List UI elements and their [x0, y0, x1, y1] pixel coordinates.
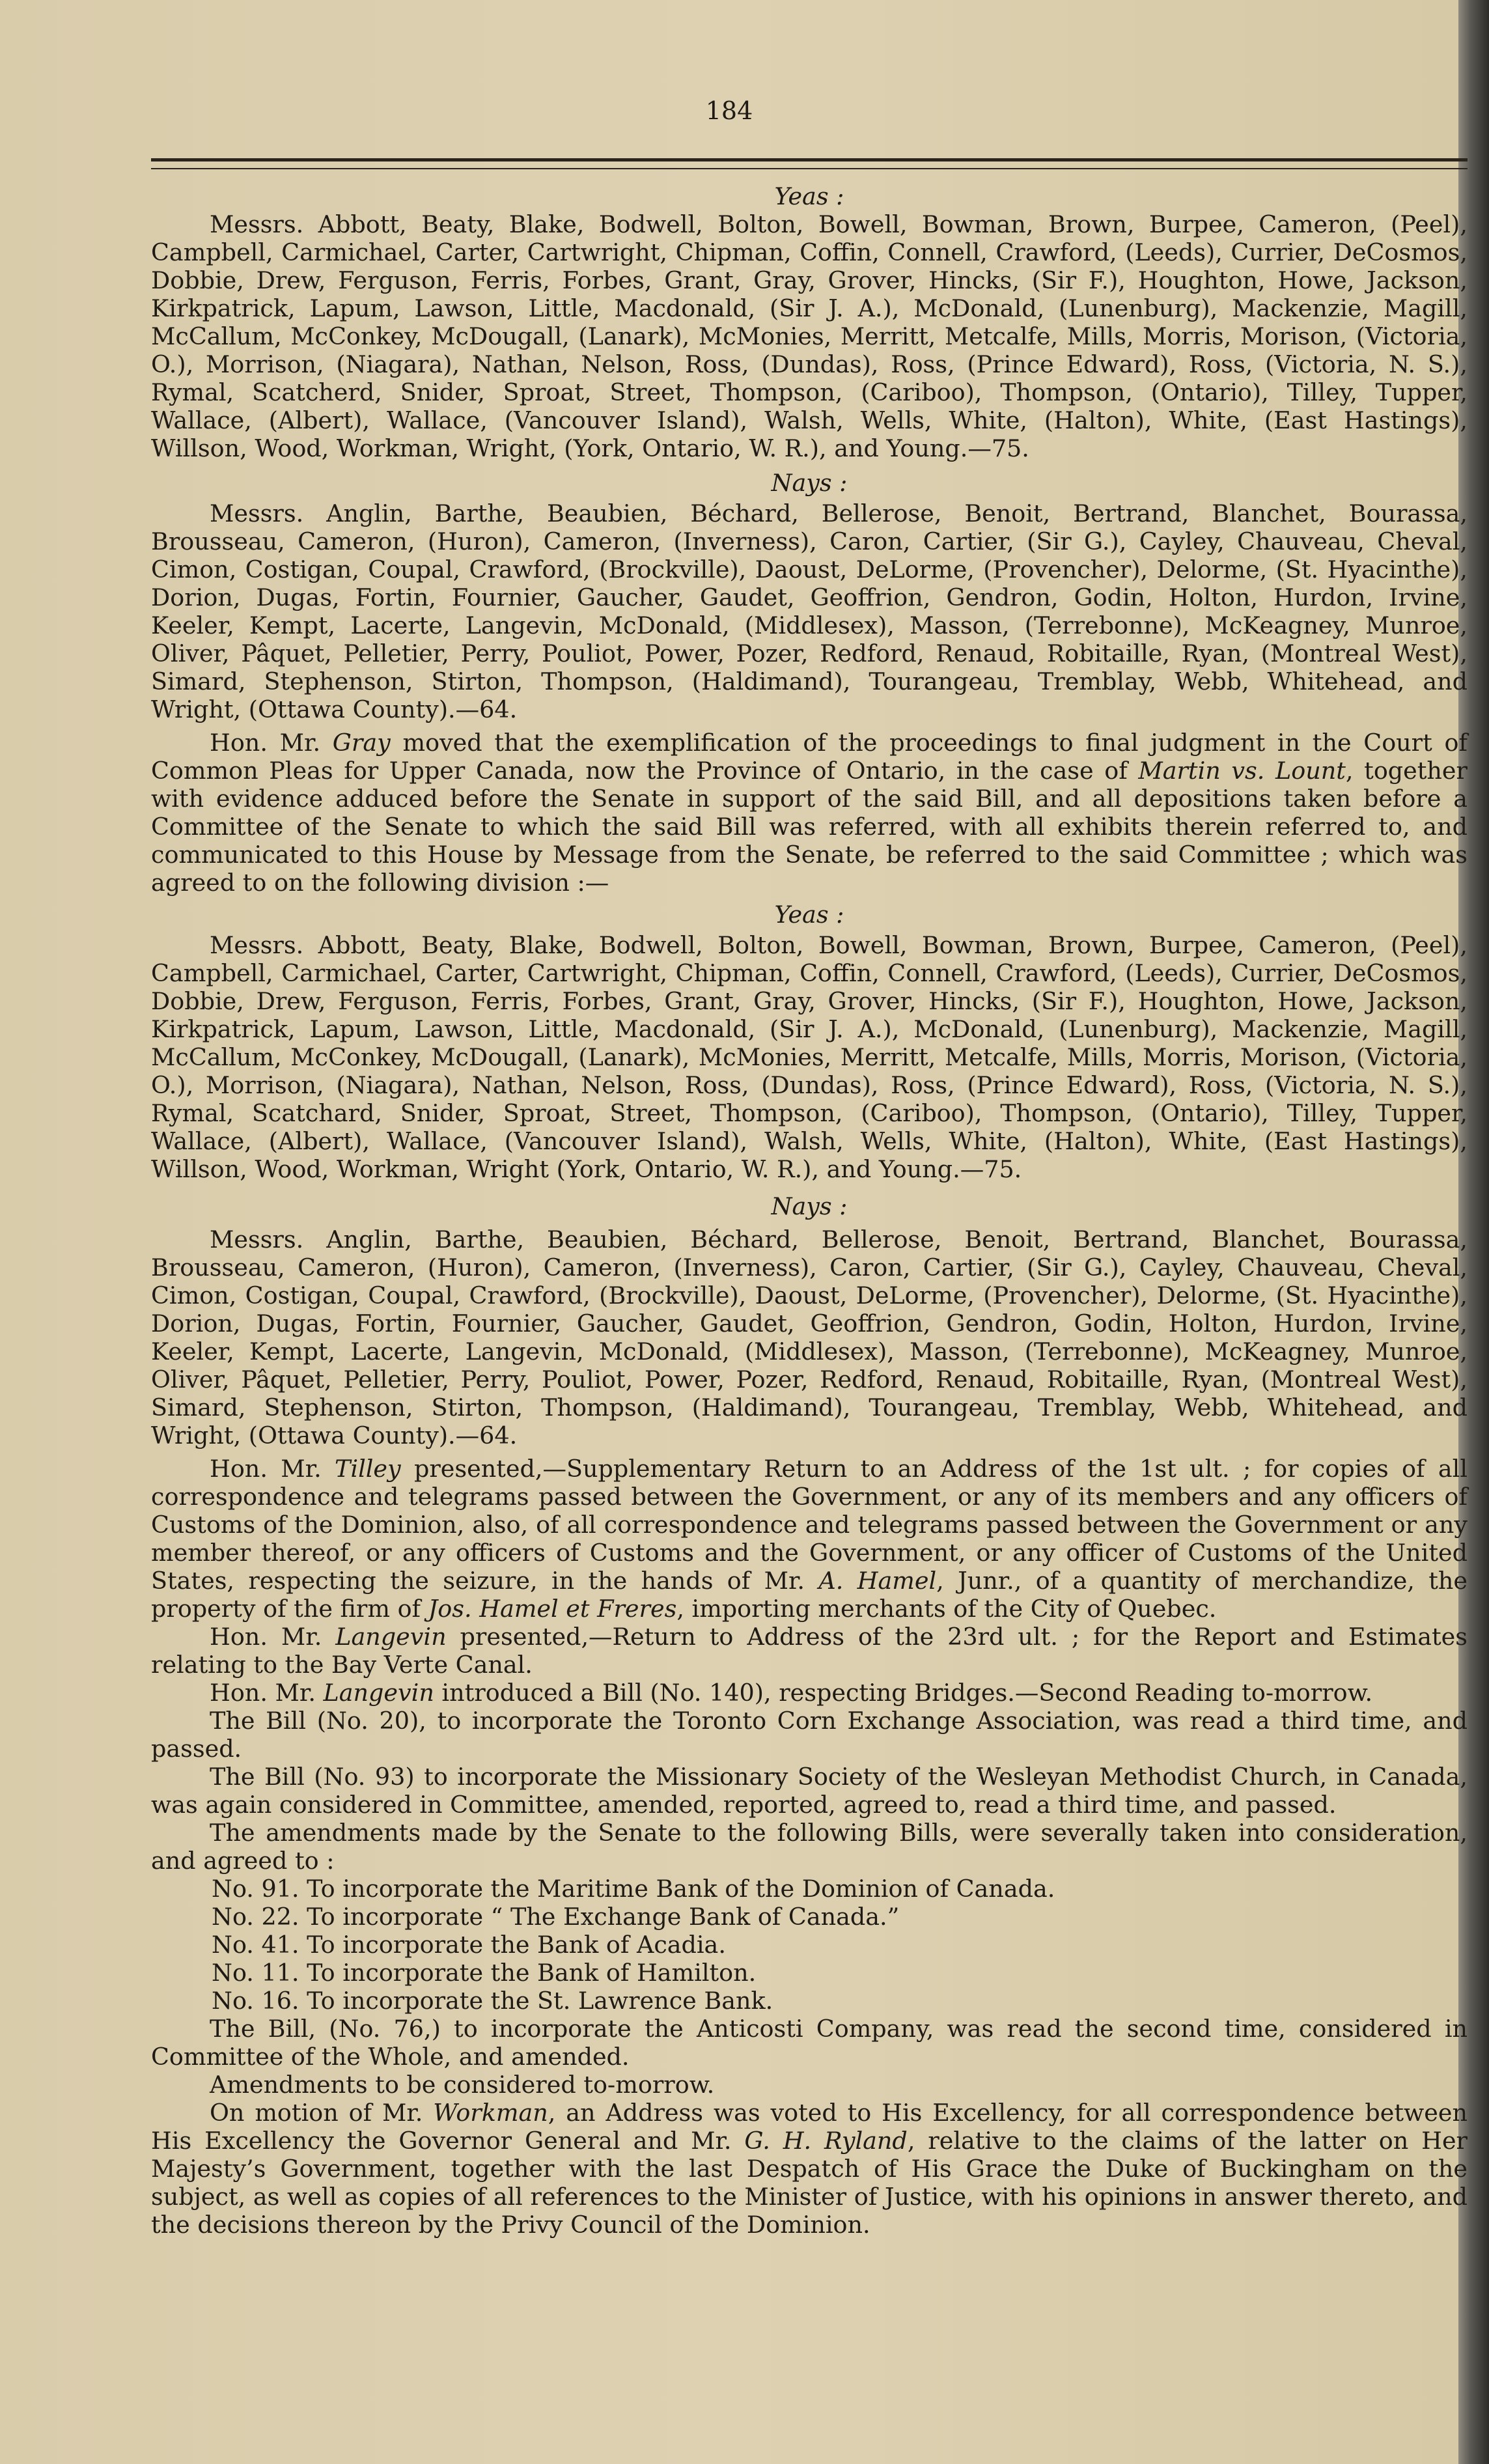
page-body: [151, 182, 1468, 2239]
langevin-text-1: presented,—Return to Address of the 23rd ult. ; for the Report and Estimates relating to the Bay Verte Canal.: [151, 1623, 1468, 1679]
amended-bill-item: No. 91. To incorporate the Maritime Bank of the Dominion of Canada.: [212, 1875, 1055, 1903]
langevin-name-1: Langevin: [335, 1623, 447, 1651]
gray-motion-paragraph: [151, 729, 1468, 897]
workman-prefix: On motion of Mr.: [210, 2099, 434, 2127]
yeas-heading-2: Yeas :: [774, 901, 844, 929]
yeas-heading-1: Yeas :: [774, 182, 844, 210]
gray-case: Martin vs. Lount: [1138, 757, 1346, 785]
tilley-text-3: , importing merchants of the City of Quebec.: [676, 1595, 1217, 1623]
tilley-firm: Jos. Hamel et Freres: [428, 1595, 677, 1623]
bill-93-paragraph: The Bill (No. 93) to incorporate the Missionary Society of the Wesleyan Methodist Church, in Canada, was again considered in Committee, amended, reported, agreed to, read a third time, and passed.: [151, 1763, 1468, 1819]
langevin-name-2: Langevin: [323, 1679, 434, 1707]
workman-person: G. H. Ryland: [744, 2127, 908, 2155]
yeas-list-1: Messrs. Abbott, Beaty, Blake, Bodwell, Bolton, Bowell, Bowman, Brown, Burpee, Cameron, (Peel), Campbell, Carmichael, Carter, Cartwright, Chipman, Coffin, Connell, Crawford, (Leeds), Currier, DeCosmos, Dobbie, Drew, Ferguson, Ferris, Forbes, Grant, Gray, Grover, Hincks, (Sir F.), Houghton, Howe, Jackson, Kirkpatrick, Lapum, Lawson, Little, Macdonald, (Sir J. A.), McDonald, (Lunenburg), Mackenzie, Magill, McCallum, McConkey, McDougall, (Lanark), McMonies, Merritt, Metcalfe, Mills, Morris, Morison, (Victoria, O.), Morrison, (Niagara), Nathan, Nelson, Ross, (Dundas), Ross, (Prince Edward), Ross, (Victoria, N. S.), Rymal, Scatcherd, Snider, Sproat, Street, Thompson, (Cariboo), Thompson, (Ontario), Tilley, Tupper, Wallace, (Albert), Wallace, (Vancouver Island), Walsh, Wells, White, (Halton), White, (East Hastings), Willson, Wood, Workman, Wright, (York, Ontario, W. R.), and Young.—75.: [151, 210, 1468, 462]
tilley-name: Tilley: [335, 1455, 401, 1483]
tilley-paragraph: [151, 1455, 1468, 1623]
amended-bill-item: No. 16. To incorporate the St. Lawrence Bank.: [212, 1987, 773, 2015]
nays-list-1: Messrs. Anglin, Barthe, Beaubien, Béchard, Bellerose, Benoit, Bertrand, Blanchet, Bourassa, Brousseau, Cameron, (Huron), Cameron, (Inverness), Caron, Cartier, (Sir G.), Cayley, Chauveau, Cheval, Cimon, Costigan, Coupal, Crawford, (Brockville), Daoust, DeLorme, (Provencher), Delorme, (St. Hyacinthe), Dorion, Dugas, Fortin, Fournier, Gaucher, Gaudet, Geoffrion, Gendron, Godin, Holton, Hurdon, Irvine, Keeler, Kempt, Lacerte, Langevin, McDonald, (Middlesex), Masson, (Terrebonne), McKeagney, Munroe, Oliver, Pâquet, Pelletier, Perry, Pouliot, Power, Pozer, Redford, Renaud, Robitaille, Ryan, (Montreal West), Simard, Stephenson, Stirton, Thompson, (Haldimand), Tourangeau, Tremblay, Webb, Whitehead, and Wright, (Ottawa County).—64.: [151, 499, 1468, 723]
langevin-return-paragraph: [151, 1623, 1468, 1679]
langevin-bill-paragraph: [151, 1679, 1468, 1707]
bill-20-paragraph: The Bill (No. 20), to incorporate the Toronto Corn Exchange Association, was read a third time, and passed.: [151, 1707, 1468, 1763]
langevin-prefix-2: Hon. Mr.: [210, 1679, 324, 1707]
header-rule-thick: [151, 158, 1468, 161]
nays-heading-2: Nays :: [771, 1192, 848, 1220]
amended-bill-item: No. 22. To incorporate “ The Exchange Bank of Canada.”: [212, 1903, 900, 1931]
gray-prefix: Hon. Mr.: [210, 729, 333, 757]
amended-bill-item: No. 41. To incorporate the Bank of Acadia.: [212, 1931, 726, 1959]
tilley-text-1: presented,—Supplementary Return to an Address of the 1st ult. ; for copies of all correspondence and telegrams passed between the Government, or any of its members and any officers of Customs of the Dominion, also, of all correspondence and telegrams passed between the Government or any member thereof, or any officers of Customs and the Government, or any officer of Customs of the United States, respecting the seizure, in the hands of Mr.: [151, 1455, 1468, 1595]
workman-text-1: , an Address was voted to His Excellency, for all correspondence between His Excellency the Governor General and Mr.: [151, 2099, 1468, 2155]
gray-name: Gray: [332, 729, 391, 757]
langevin-prefix-1: Hon. Mr.: [210, 1623, 336, 1651]
tilley-prefix: Hon. Mr.: [210, 1455, 335, 1483]
tilley-person: A. Hamel: [818, 1567, 937, 1595]
tilley-text-2: , Junr., of a quantity of merchandize, the property of the firm of: [151, 1567, 1468, 1623]
gray-text-1: moved that the exemplification of the proceedings to final judgment in the Court of Common Pleas for Upper Canada, now the Province of Ontario, in the case of: [151, 729, 1468, 785]
bill-76-paragraph: The Bill, (No. 76,) to incorporate the Anticosti Company, was read the second time, considered in Committee of the Whole, and amended.: [151, 2015, 1468, 2071]
gray-text-2: , together with evidence adduced before the Senate in support of the said Bill, and all depositions taken before a Committee of the Senate to which the said Bill was referred, with all exhibits therein referred to, and communicated to this House by Message from the Senate, be referred to the said Committee ; which was agreed to on the following division :—: [151, 757, 1468, 897]
amendments-tomorrow: Amendments to be considered to-morrow.: [210, 2071, 715, 2099]
workman-motion-paragraph: [151, 2099, 1468, 2239]
workman-name: Workman: [433, 2099, 548, 2127]
page-number: 184: [705, 96, 753, 125]
nays-heading-1: Nays :: [771, 469, 848, 497]
yeas-list-2: Messrs. Abbott, Beaty, Blake, Bodwell, Bolton, Bowell, Bowman, Brown, Burpee, Cameron, (Peel), Campbell, Carmichael, Carter, Cartwright, Chipman, Coffin, Connell, Crawford, (Leeds), Currier, DeCosmos, Dobbie, Drew, Ferguson, Ferris, Forbes, Grant, Gray, Grover, Hincks, (Sir F.), Houghton, Howe, Jackson, Kirkpatrick, Lapum, Lawson, Little, Macdonald, (Sir J. A.), McDonald, (Lunenburg), Mackenzie, Magill, McCallum, McConkey, McDougall, (Lanark), McMonies, Merritt, Metcalfe, Mills, Morris, Morison, (Victoria, O.), Morrison, (Niagara), Nathan, Nelson, Ross, (Dundas), Ross, (Prince Edward), Ross, (Victoria, N. S.), Rymal, Scatchard, Snider, Sproat, Street, Thompson, (Cariboo), Thompson, (Ontario), Tilley, Tupper, Wallace, (Albert), Wallace, (Vancouver Island), Walsh, Wells, White, (Halton), White, (East Hastings), Willson, Wood, Workman, Wright (York, Ontario, W. R.), and Young.—75.: [151, 931, 1468, 1183]
senate-amendments-intro: The amendments made by the Senate to the following Bills, were severally taken into consideration, and agreed to :: [151, 1819, 1468, 1875]
header-rule-thin: [151, 168, 1468, 169]
langevin-text-2: introduced a Bill (No. 140), respecting Bridges.—Second Reading to-morrow.: [434, 1679, 1373, 1707]
amended-bill-item: No. 11. To incorporate the Bank of Hamilton.: [212, 1959, 757, 1987]
nays-list-2: Messrs. Anglin, Barthe, Beaubien, Béchard, Bellerose, Benoit, Bertrand, Blanchet, Bourassa, Brousseau, Cameron, (Huron), Cameron, (Inverness), Caron, Cartier, (Sir G.), Cayley, Chauveau, Cheval, Cimon, Costigan, Coupal, Crawford, (Brockville), Daoust, DeLorme, (Provencher), Delorme, (St. Hyacinthe), Dorion, Dugas, Fortin, Fournier, Gaucher, Gaudet, Geoffrion, Gendron, Godin, Holton, Hurdon, Irvine, Keeler, Kempt, Lacerte, Langevin, McDonald, (Middlesex), Masson, (Terrebonne), McKeagney, Munroe, Oliver, Pâquet, Pelletier, Perry, Pouliot, Power, Pozer, Redford, Renaud, Robitaille, Ryan, (Montreal West), Simard, Stephenson, Stirton, Thompson, (Haldimand), Tourangeau, Tremblay, Webb, Whitehead, and Wright, (Ottawa County).—64.: [151, 1225, 1468, 1449]
workman-text-2: , relative to the claims of the latter on Her Majesty’s Government, together with the last Despatch of His Grace the Duke of Buckingham on the subject, as well as copies of all references to the Minister of Justice, with his opinions in answer thereto, and the decisions thereon by the Privy Council of the Dominion.: [151, 2127, 1468, 2239]
